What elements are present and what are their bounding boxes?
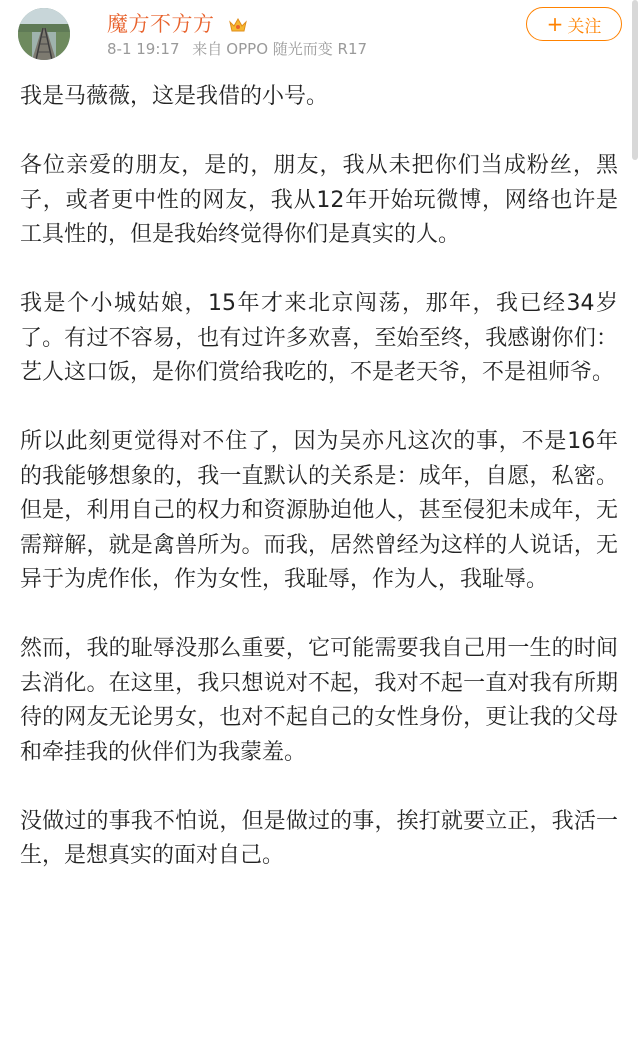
paragraph: 没做过的事我不怕说，但是做过的事，挨打就要立正，我活一生，是想真实的面对自己。	[20, 808, 618, 868]
post-header	[0, 0, 640, 70]
follow-button[interactable]	[526, 7, 622, 41]
paragraph: 然而，我的耻辱没那么重要，它可能需要我自己用一生的时间去消化。在这里，我只想说对不起，我对不起一直对我有所期待的网友无论男女，也对不起自己的女性身份，更让我的父母和牵挂我的伙伴们为我蒙羞。	[20, 636, 618, 765]
crown-badge-icon	[228, 16, 248, 34]
paragraph: 我是个小城姑娘，15年才来北京闯荡，那年，我已经34岁了。有过不容易，也有过许多欢喜，至始至终，我感谢你们：艺人这口饭，是你们赏给我吃的，不是老天爷，不是祖师爷。	[20, 291, 618, 385]
source-prefix: 来自	[192, 40, 223, 58]
avatar[interactable]	[18, 8, 70, 60]
author-name-row[interactable]	[107, 8, 248, 38]
author-name[interactable]: 魔方不方方	[107, 12, 215, 36]
paragraph: 所以此刻更觉得对不住了，因为吴亦凡这次的事，不是16年的我能够想象的，我一直默认的关系是：成年，自愿，私密。但是，利用自己的权力和资源胁迫他人，甚至侵犯未成年，无需辩解，就是禽兽所为。而我，居然曾经为这样的人说话，无异于为虎作伥，作为女性，我耻辱，作为人，我耻辱。	[20, 429, 618, 592]
follow-label: 关注	[567, 16, 602, 37]
railway-tracks-photo	[18, 8, 70, 60]
paragraph: 我是马薇薇，这是我借的小号。	[20, 84, 329, 109]
paragraph: 各位亲爱的朋友，是的，朋友，我从未把你们当成粉丝，黑子，或者更中性的网友，我从12年开始玩微博，网络也许是工具性的，但是我始终觉得你们是真实的人。	[20, 153, 618, 247]
post-body	[20, 80, 618, 908]
scrollbar[interactable]	[632, 0, 638, 160]
post-date: 8-1 19:17	[107, 40, 180, 58]
plus-icon: +	[546, 12, 564, 36]
post-meta	[107, 38, 367, 59]
source-device[interactable]: OPPO 随光而变 R17	[226, 40, 368, 58]
